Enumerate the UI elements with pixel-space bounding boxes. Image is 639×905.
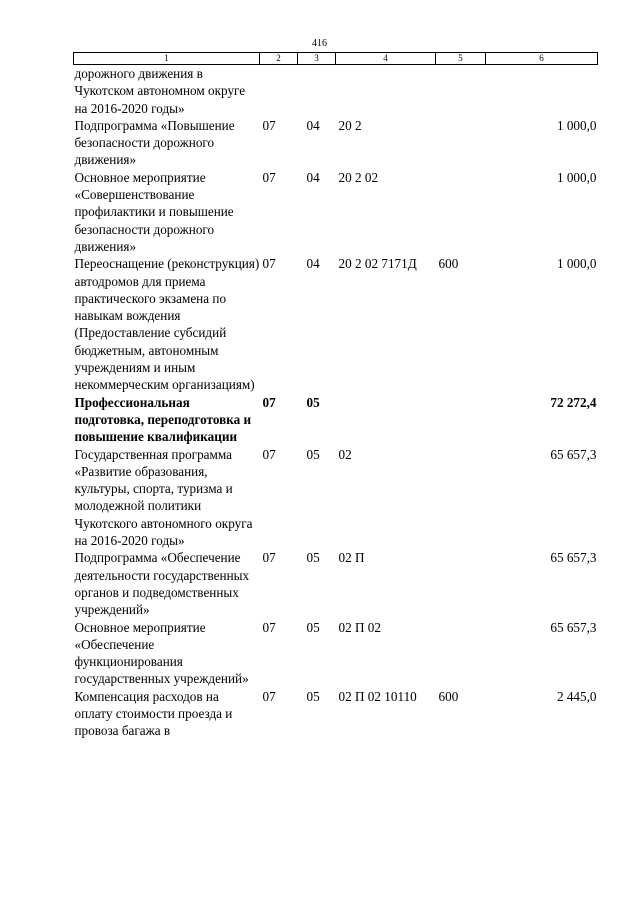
- column-header-3: 3: [298, 53, 336, 65]
- subsection-code-cell: 05: [306, 688, 320, 704]
- column-header-5: 5: [436, 53, 486, 65]
- section-code-cell: 07: [262, 619, 276, 635]
- header-row: [74, 53, 598, 65]
- column-header-2: 2: [260, 53, 298, 65]
- row-name-cell: Основное мероприятие «Обеспечение функционирования государственных учреждений»: [74, 619, 249, 687]
- expense-type-cell: [436, 619, 486, 688]
- target-article-cell: [336, 65, 436, 117]
- section-code-cell: 07: [262, 117, 276, 133]
- expense-type-cell: [436, 394, 486, 446]
- page-number: 416: [312, 38, 327, 49]
- column-header-6: 6: [486, 53, 598, 65]
- budget-table: [73, 52, 598, 740]
- table-row: [74, 65, 598, 117]
- section-code-cell: 07: [262, 394, 276, 410]
- target-article-cell: 20 2: [338, 117, 362, 133]
- column-header-4: 4: [336, 53, 436, 65]
- row-name-cell: Переоснащение (реконструкция) автодромов для приема практического экзамена по навыкам вождения (Предоставление субсидий бюджетным, автономным учреждениям и иным некоммерческим организациям): [74, 256, 260, 393]
- expense-type-cell: [436, 446, 486, 550]
- row-name-cell: Государственная программа «Развитие образования, культуры, спорта, туризма и молодежной политики Чукотского автономного округа на 2016-2020 годы»: [74, 446, 253, 549]
- subsection-code-cell: [298, 65, 336, 117]
- section-code-cell: 07: [262, 169, 276, 185]
- table-row: [74, 169, 598, 255]
- table-row: [74, 688, 598, 740]
- section-code-cell: 07: [262, 446, 276, 462]
- target-article-cell: [336, 394, 436, 446]
- row-name-cell: Компенсация расходов на оплату стоимости проезда и провоза багажа в: [74, 688, 233, 739]
- subsection-code-cell: 05: [306, 550, 320, 566]
- expense-type-cell: [436, 169, 486, 255]
- target-article-cell: 02 П: [338, 550, 365, 566]
- row-name-cell: Основное мероприятие «Совершенствование профилактики и повышение безопасности дорожного движения»: [74, 169, 234, 254]
- section-code-cell: 07: [262, 688, 276, 704]
- amount-cell: 1 000,0: [556, 256, 597, 272]
- expense-type-cell: 600: [438, 688, 459, 704]
- column-header-1: 1: [74, 53, 260, 65]
- table-row: [74, 394, 598, 446]
- amount-cell: 65 657,3: [550, 619, 597, 635]
- section-code-cell: [260, 65, 298, 117]
- table-row: [74, 117, 598, 169]
- subsection-code-cell: 05: [306, 394, 320, 410]
- row-name-cell: Подпрограмма «Повышение безопасности дорожного движения»: [74, 117, 235, 168]
- subsection-code-cell: 04: [306, 169, 320, 185]
- expense-type-cell: 600: [438, 256, 459, 272]
- expense-type-cell: [436, 549, 486, 618]
- amount-cell: 72 272,4: [550, 394, 597, 410]
- table-header: [74, 53, 598, 65]
- subsection-code-cell: 05: [306, 446, 320, 462]
- section-code-cell: 07: [262, 256, 276, 272]
- table-row: [74, 446, 598, 550]
- row-name-cell: Подпрограмма «Обеспечение деятельности государственных органов и подведомственных учреждений»: [74, 550, 250, 618]
- amount-cell: 65 657,3: [550, 550, 597, 566]
- amount-cell: 65 657,3: [550, 446, 597, 462]
- subsection-code-cell: 04: [306, 256, 320, 272]
- amount-cell: [486, 65, 598, 117]
- table-body: [74, 65, 598, 740]
- target-article-cell: 02: [338, 446, 352, 462]
- amount-cell: 1 000,0: [556, 117, 597, 133]
- amount-cell: 2 445,0: [556, 688, 597, 704]
- expense-type-cell: [436, 65, 486, 117]
- table-row: [74, 619, 598, 688]
- row-name-cell: дорожного движения в Чукотском автономном округе на 2016-2020 годы»: [74, 66, 246, 116]
- expense-type-cell: [436, 117, 486, 169]
- subsection-code-cell: 04: [306, 117, 320, 133]
- target-article-cell: 20 2 02 7171Д: [338, 256, 417, 272]
- target-article-cell: 02 П 02 10110: [338, 688, 417, 704]
- amount-cell: 1 000,0: [556, 169, 597, 185]
- target-article-cell: 20 2 02: [338, 169, 379, 185]
- target-article-cell: 02 П 02: [338, 619, 381, 635]
- row-name-cell: Профессиональная подготовка, переподготовка и повышение квалификации: [74, 394, 252, 445]
- subsection-code-cell: 05: [306, 619, 320, 635]
- section-code-cell: 07: [262, 550, 276, 566]
- table-row: [74, 255, 598, 393]
- table-row: [74, 549, 598, 618]
